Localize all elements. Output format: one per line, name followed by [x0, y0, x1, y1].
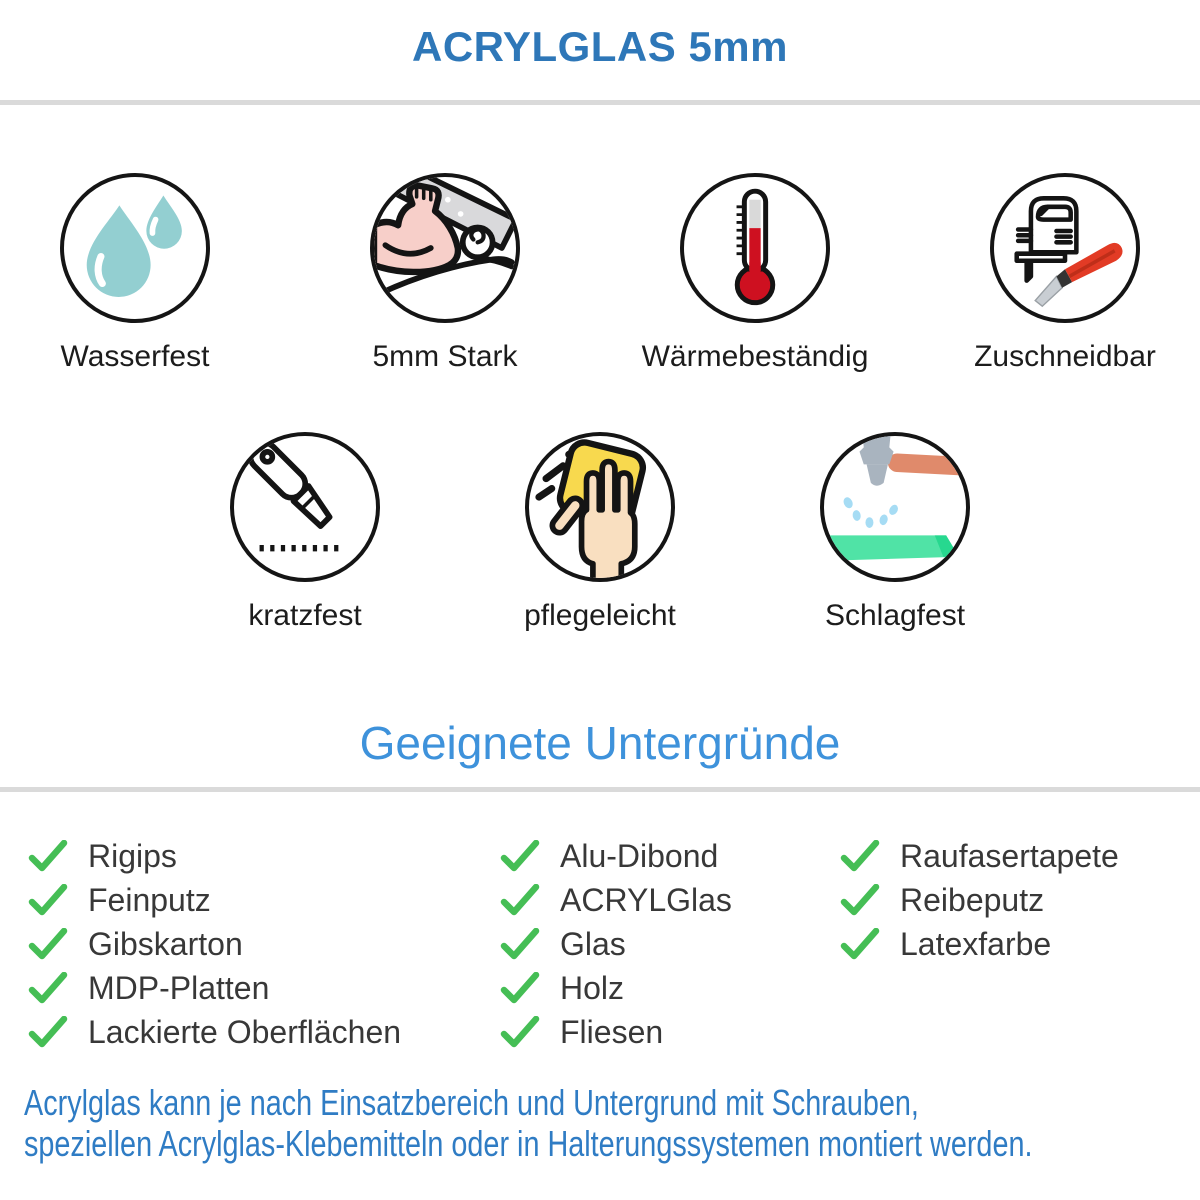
thermometer-icon [684, 177, 826, 319]
icon-circle [230, 432, 380, 582]
substrate-label: Reibeputz [900, 881, 1045, 918]
substrate-label: Alu-Dibond [560, 837, 719, 874]
hammer-icon [824, 436, 966, 578]
list-item [500, 878, 840, 922]
substrate-label: Glas [560, 925, 626, 962]
green-check-icon [500, 840, 540, 872]
water-drops-icon [64, 177, 206, 319]
list-item [28, 878, 500, 922]
substrate-label: MDP-Platten [88, 969, 270, 1006]
green-check-icon [28, 972, 68, 1004]
list-item [500, 922, 840, 966]
substrates-column-1 [28, 834, 500, 1054]
mounting-note-line-2: speziellen Acrylglas-Klebemitteln oder in Halterungssystemen montiert werden. [24, 1123, 1033, 1164]
substrate-label: Raufasertapete [900, 837, 1119, 874]
feature-schlagfest [775, 432, 1015, 633]
list-item [28, 922, 500, 966]
substrate-label: Feinputz [88, 881, 211, 918]
icon-circle [820, 432, 970, 582]
feature-label: kratzfest [248, 599, 362, 632]
feature-5mm-stark [325, 173, 565, 374]
icon-circle [370, 173, 520, 323]
page-title: ACRYLGLAS 5mm [412, 23, 788, 70]
feature-label: Wasserfest [60, 340, 210, 373]
green-check-icon [28, 1016, 68, 1048]
feature-label: 5mm Stark [372, 340, 518, 373]
substrate-label: Latexfarbe [900, 925, 1052, 962]
icon-circle [680, 173, 830, 323]
utility-knife-icon [234, 436, 376, 578]
green-check-icon [28, 884, 68, 916]
list-item [500, 1010, 840, 1054]
substrate-label: Lackierte Oberflächen [88, 1013, 402, 1050]
substrates-column-2 [500, 834, 840, 1054]
list-item [500, 834, 840, 878]
feature-kratzfest [185, 432, 425, 633]
feature-row-1 [0, 173, 1200, 374]
mounting-note [24, 1082, 1192, 1164]
substrates-section [0, 834, 1200, 1054]
substrate-label: Gibskarton [88, 925, 243, 962]
green-check-icon [840, 840, 880, 872]
substrates-column-3 [840, 834, 1200, 1054]
icon-circle [525, 432, 675, 582]
substrate-label: ACRYLGlas [560, 881, 732, 918]
icon-circle [990, 173, 1140, 323]
green-check-icon [28, 840, 68, 872]
muscle-arm-icon [374, 177, 516, 319]
feature-wasserfest [15, 173, 255, 374]
feature-waermebestaendig [635, 173, 875, 374]
feature-row-2 [0, 432, 1200, 633]
divider [0, 787, 1200, 792]
jigsaw-cutter-icon [994, 177, 1136, 319]
list-item [28, 966, 500, 1010]
substrate-label: Rigips [88, 837, 177, 874]
substrates-heading: Geeignete Untergründe [359, 717, 841, 769]
mounting-note-line-1: Acrylglas kann je nach Einsatzbereich und Untergrund mit Schrauben, [24, 1082, 919, 1123]
list-item [28, 1010, 500, 1054]
green-check-icon [840, 928, 880, 960]
feature-pflegeleicht [480, 432, 720, 633]
feature-label: pflegeleicht [524, 599, 676, 632]
list-item [840, 922, 1200, 966]
feature-label: Zuschneidbar [974, 340, 1156, 373]
list-item [500, 966, 840, 1010]
feature-zuschneidbar [945, 173, 1185, 374]
list-item [28, 834, 500, 878]
substrate-label: Holz [560, 969, 625, 1006]
page-header [0, 0, 1200, 72]
feature-label: Schlagfest [824, 599, 966, 632]
feature-label: Wärmebeständig [641, 340, 869, 373]
icon-circle [60, 173, 210, 323]
green-check-icon [500, 928, 540, 960]
green-check-icon [500, 1016, 540, 1048]
features-section [0, 173, 1200, 633]
list-item [840, 834, 1200, 878]
list-item [840, 878, 1200, 922]
green-check-icon [28, 928, 68, 960]
divider [0, 100, 1200, 105]
green-check-icon [500, 972, 540, 1004]
cleaning-hand-icon [529, 436, 671, 578]
green-check-icon [500, 884, 540, 916]
substrate-label: Fliesen [560, 1013, 664, 1050]
green-check-icon [840, 884, 880, 916]
